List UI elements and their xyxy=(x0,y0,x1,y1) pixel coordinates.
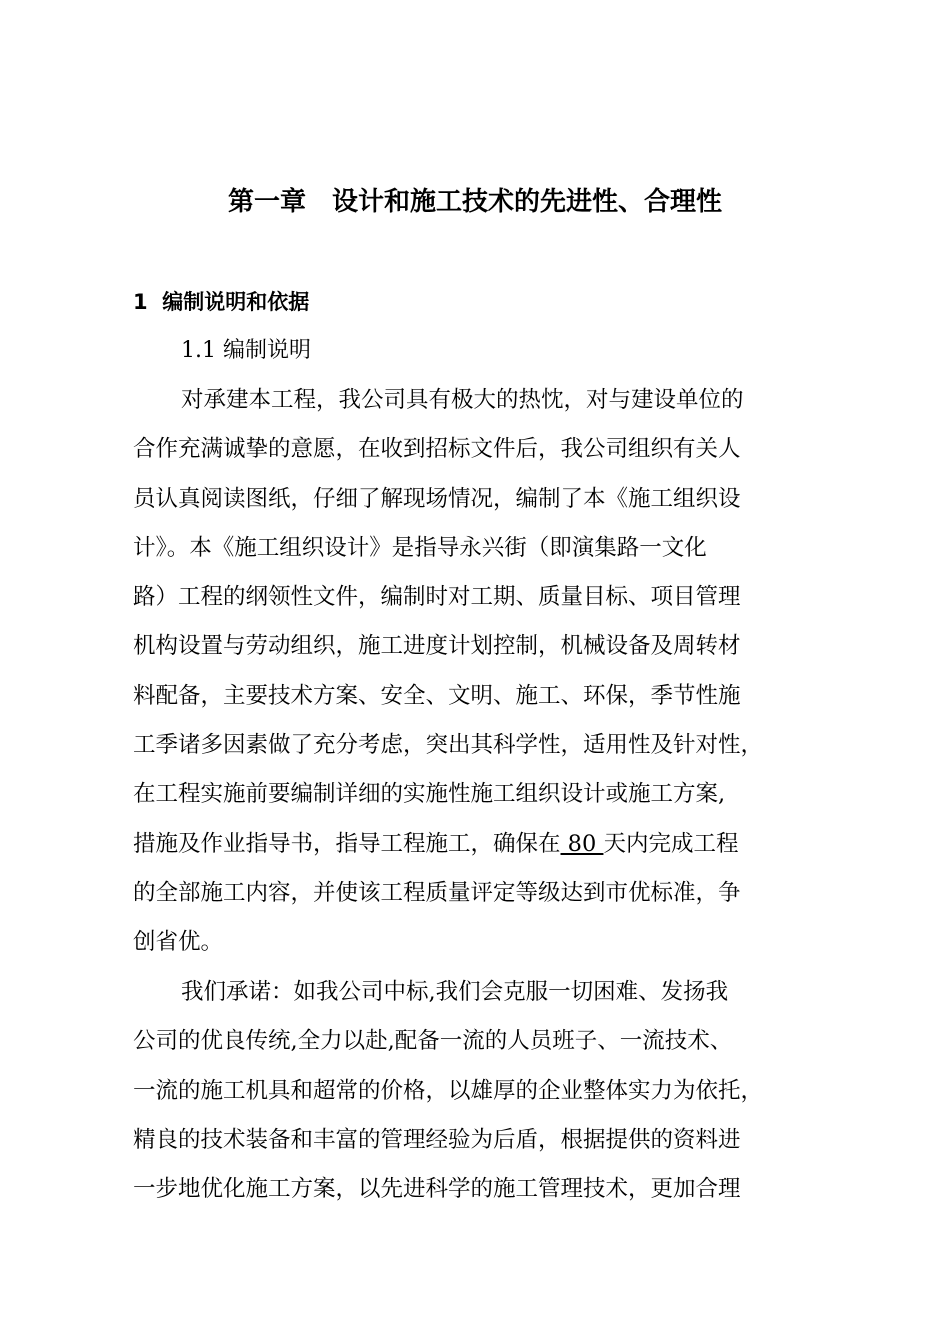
paragraph-line: 料配备，主要技术方案、安全、文明、施工、环保，季节性施 xyxy=(133,682,741,709)
body-paragraph-2 xyxy=(133,968,833,1214)
chapter-title: 第一章 设计和施工技术的先进性、合理性 xyxy=(227,187,722,217)
paragraph-line: 精良的技术装备和丰富的管理经验为后盾，根据提供的资料进 xyxy=(133,1126,741,1153)
paragraph-line: 一流的施工机具和超常的价格，以雄厚的企业整体实力为依托， xyxy=(133,1077,764,1104)
paragraph-line: 我们承诺：如我公司中标,我们会克服一切困难、发扬我 xyxy=(181,979,729,1005)
paragraph-line: 一步地优化施工方案，以先进科学的施工管理技术，更加合理 xyxy=(133,1176,741,1203)
body-paragraph-1 xyxy=(133,376,833,968)
line-text: 措施及作业指导书，指导工程施工，确保在 xyxy=(133,830,561,857)
paragraph-line: 创省优。 xyxy=(133,929,224,956)
paragraph-line: 机构设置与劳动组织，施工进度计划控制，机械设备及周转材 xyxy=(133,633,741,660)
paragraph-line: 计》。本《施工组织设计》是指导永兴街（即演集路一文化 xyxy=(133,534,707,561)
paragraph-line: 合作充满诚挚的意愿，在收到招标文件后，我公司组织有关人 xyxy=(133,436,741,463)
paragraph-line: 员认真阅读图纸，仔细了解现场情况，编制了本《施工组织设 xyxy=(133,485,741,512)
paragraph-line: 工季诸多因素做了充分考虑，突出其科学性，适用性及针对性， xyxy=(133,732,764,759)
section-heading: 1 编制说明和依据 xyxy=(133,290,310,314)
paragraph-line: 公司的优良传统,全力以赴,配备一流的人员班子、一流技术、 xyxy=(133,1028,733,1055)
paragraph-line: 路）工程的纲领性文件，编制时对工期、质量目标、项目管理 xyxy=(133,584,741,611)
paragraph-line: 的全部施工内容，并使该工程质量评定等级达到市优标准，争 xyxy=(133,879,741,906)
duration-days-value: 80 xyxy=(560,830,604,857)
paragraph-line: 对承建本工程，我公司具有极大的热忱，对与建设单位的 xyxy=(181,387,744,413)
subsection-heading: 1.1 编制说明 xyxy=(181,338,311,363)
paragraph-line xyxy=(133,820,833,869)
paragraph-line: 在工程实施前要编制详细的实施性施工组织设计或施工方案, xyxy=(133,781,726,808)
line-text: 天内完成工程 xyxy=(603,830,739,857)
